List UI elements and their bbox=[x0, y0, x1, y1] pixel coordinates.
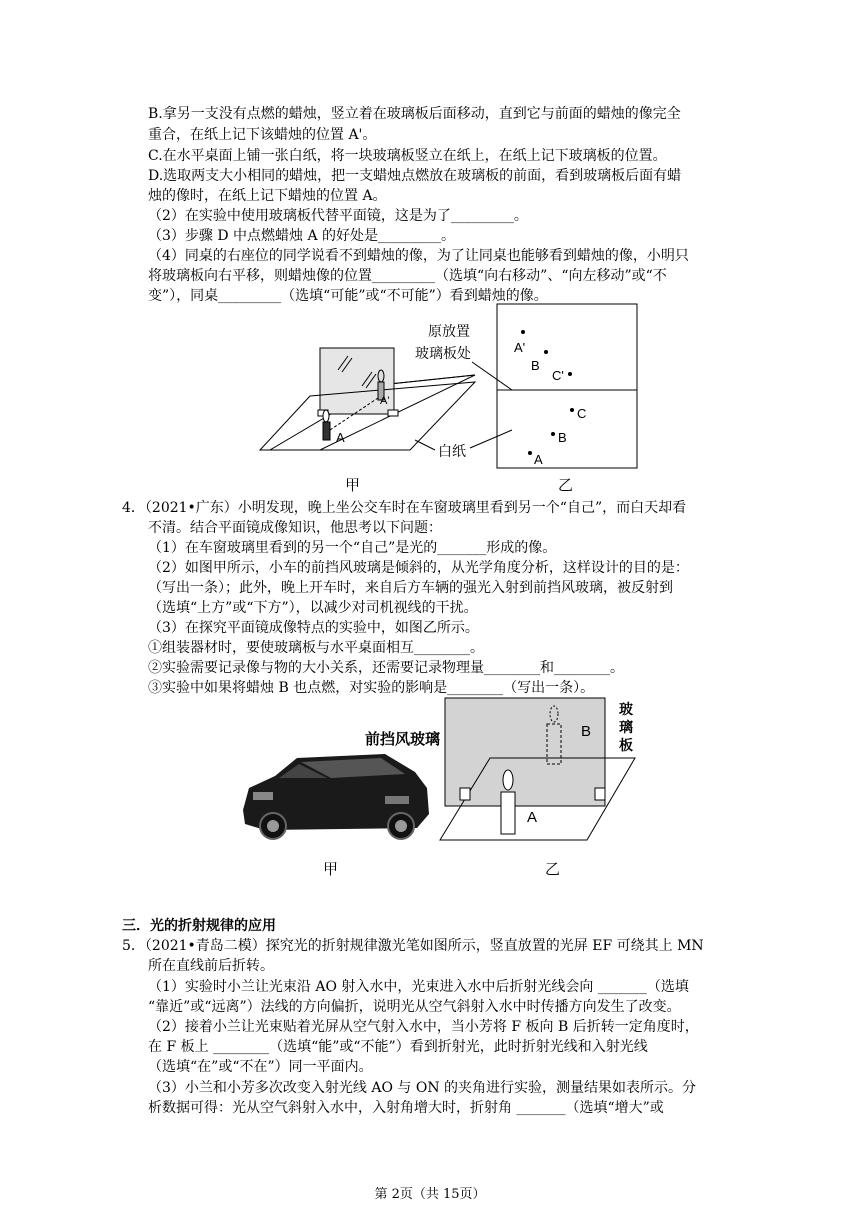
glass-label-2: 璃 bbox=[619, 719, 633, 735]
label-white-paper: 白纸 bbox=[438, 443, 466, 459]
candle-a-label: A bbox=[527, 809, 538, 826]
point-a1-left: A' bbox=[380, 395, 390, 407]
q3-line-3: C.在水平桌面上铺一张白纸，将一块玻璃板竖立在纸上，在纸上记下玻璃板的位置。 bbox=[148, 148, 667, 164]
q5-line-6: 在 F 板上 ________（选填“能”或“不能”）看到折射光，此时折射光线和入射光线 bbox=[148, 1039, 648, 1055]
label-original-position: 原放置 bbox=[428, 323, 470, 339]
q3-line-2: 重合，在纸上记下该蜡烛的位置 A'。 bbox=[148, 127, 377, 143]
windshield-label: 前挡风玻璃 bbox=[365, 731, 441, 748]
candle-a bbox=[323, 422, 330, 440]
glass-label-3: 板 bbox=[619, 737, 633, 753]
q4-line-6: （选填“上方”或“下方”），以减少对司机视线的干扰。 bbox=[148, 600, 478, 616]
caption-jia-q4: 甲 bbox=[323, 860, 339, 878]
q3-line-4: D.选取两支大小相同的蜡烛，把一支蜡烛点燃放在玻璃板的前面，看到玻璃板后面有蜡 bbox=[148, 168, 682, 184]
q3-line-9: 将玻璃板向右平移，则蜡烛像的位置_________（选填“向右移动”、“向左移动”或“不 bbox=[148, 268, 667, 284]
q4-line-3: （1）在车窗玻璃里看到的另一个“自己”是光的_______形成的像。 bbox=[148, 540, 557, 556]
point-a: A bbox=[534, 452, 543, 467]
q5-line-4: “靠近”或“远离”）法线的方向偏折，说明光从空气斜射入水中时传播方向发生了改变。 bbox=[148, 999, 681, 1015]
candle-a-q4 bbox=[501, 792, 515, 834]
top-view-board bbox=[497, 304, 637, 468]
q3-line-7: （3）步骤 D 中点燃蜡烛 A 的好处是_________。 bbox=[148, 228, 456, 244]
q5-line-1: 5．（2021•青岛二模）探究光的折射规律激光笔如图所示，竖直放置的光屏 EF 可绕其上 MN bbox=[122, 938, 704, 954]
q4-line-1: 4．（2021•广东）小明发现，晚上坐公交车时在车窗玻璃里看到另一个“自己”，而白天却看 bbox=[122, 500, 687, 516]
point-b-bottom: B bbox=[558, 430, 567, 445]
q3-line-5: 烛的像时，在纸上记下蜡烛的位置 A。 bbox=[148, 188, 387, 204]
q3-line-1: B.拿另一支没有点燃的蜡烛，竖立着在玻璃板后面移动，直到它与前面的蜡烛的像完全 bbox=[148, 106, 681, 122]
q4-line-10: ③实验中如果将蜡烛 B 也点燃，对实验的影响是________（写出一条）。 bbox=[148, 680, 595, 696]
point-b-top: B bbox=[531, 358, 540, 373]
q4-line-9: ②实验需要记录像与物的大小关系，还需要记录物理量________和________。 bbox=[148, 660, 624, 676]
car-image bbox=[243, 754, 429, 839]
q3-line-6: （2）在实验中使用玻璃板代替平面镜，这是为了_________。 bbox=[148, 208, 528, 224]
glass-label-1: 玻 bbox=[619, 701, 633, 717]
caption-jia-q3: 甲 bbox=[345, 476, 361, 494]
point-c: C bbox=[577, 406, 587, 421]
point-a-left: A bbox=[336, 430, 345, 445]
q3-figure bbox=[250, 300, 650, 500]
candle-b-label: B bbox=[581, 723, 592, 740]
point-c1: C' bbox=[552, 368, 564, 383]
q4-line-7: （3）在探究平面镜成像特点的实验中，如图乙所示。 bbox=[148, 620, 479, 636]
label-glass-position: 玻璃板处 bbox=[415, 345, 471, 361]
q5-line-7: （选填“在”或“不在”）同一平面内。 bbox=[148, 1059, 373, 1075]
page-footer: 第 2页（共 15页） bbox=[374, 1187, 486, 1202]
q4-figure bbox=[235, 692, 655, 888]
q4-line-5: （写出一条）；此外，晚上开车时，来自后方车辆的强光入射到前挡风玻璃，被反射到 bbox=[148, 580, 673, 596]
caption-yi-q4: 乙 bbox=[545, 860, 561, 878]
q5-line-9: 析数据可得：光从空气斜射入水中，入射角增大时，折射角 _______（选填“增大”或 bbox=[148, 1100, 664, 1116]
caption-yi-q3: 乙 bbox=[558, 476, 574, 494]
q5-line-3: （1）实验时小兰让光束沿 AO 射入水中，光束进入水中后折射光线会向 _______（选填 bbox=[148, 979, 689, 995]
point-a1: A' bbox=[514, 340, 526, 355]
q3-line-8: （4）同桌的右座位的同学说看不到蜡烛的像，为了让同桌也能够看到蜡烛的像，小明只 bbox=[148, 248, 689, 264]
q5-line-8: （3）小兰和小芳多次改变入射光线 AO 与 ON 的夹角进行实验，测量结果如表所示。分 bbox=[148, 1080, 697, 1096]
q4-line-2: 不清。结合平面镜成像知识，他思考以下问题： bbox=[148, 520, 442, 536]
q4-line-8: ①组装器材时，要使玻璃板与水平桌面相互________。 bbox=[148, 640, 484, 656]
section-heading: 三．光的折射规律的应用 bbox=[122, 918, 276, 934]
q5-line-5: （2）接着小兰让光束贴着光屏从空气射入水中，当小芳将 F 板向 B 后折转一定角度时， bbox=[148, 1019, 699, 1035]
q3-line-10: 变”），同桌_________（选填“可能”或“不可能”）看到蜡烛的像。 bbox=[148, 288, 548, 304]
q5-line-2: 所在直线前后折转。 bbox=[148, 958, 274, 974]
q4-line-4: （2）如图甲所示，小车的前挡风玻璃是倾斜的，从光学角度分析，这样设计的目的是： bbox=[148, 560, 689, 576]
